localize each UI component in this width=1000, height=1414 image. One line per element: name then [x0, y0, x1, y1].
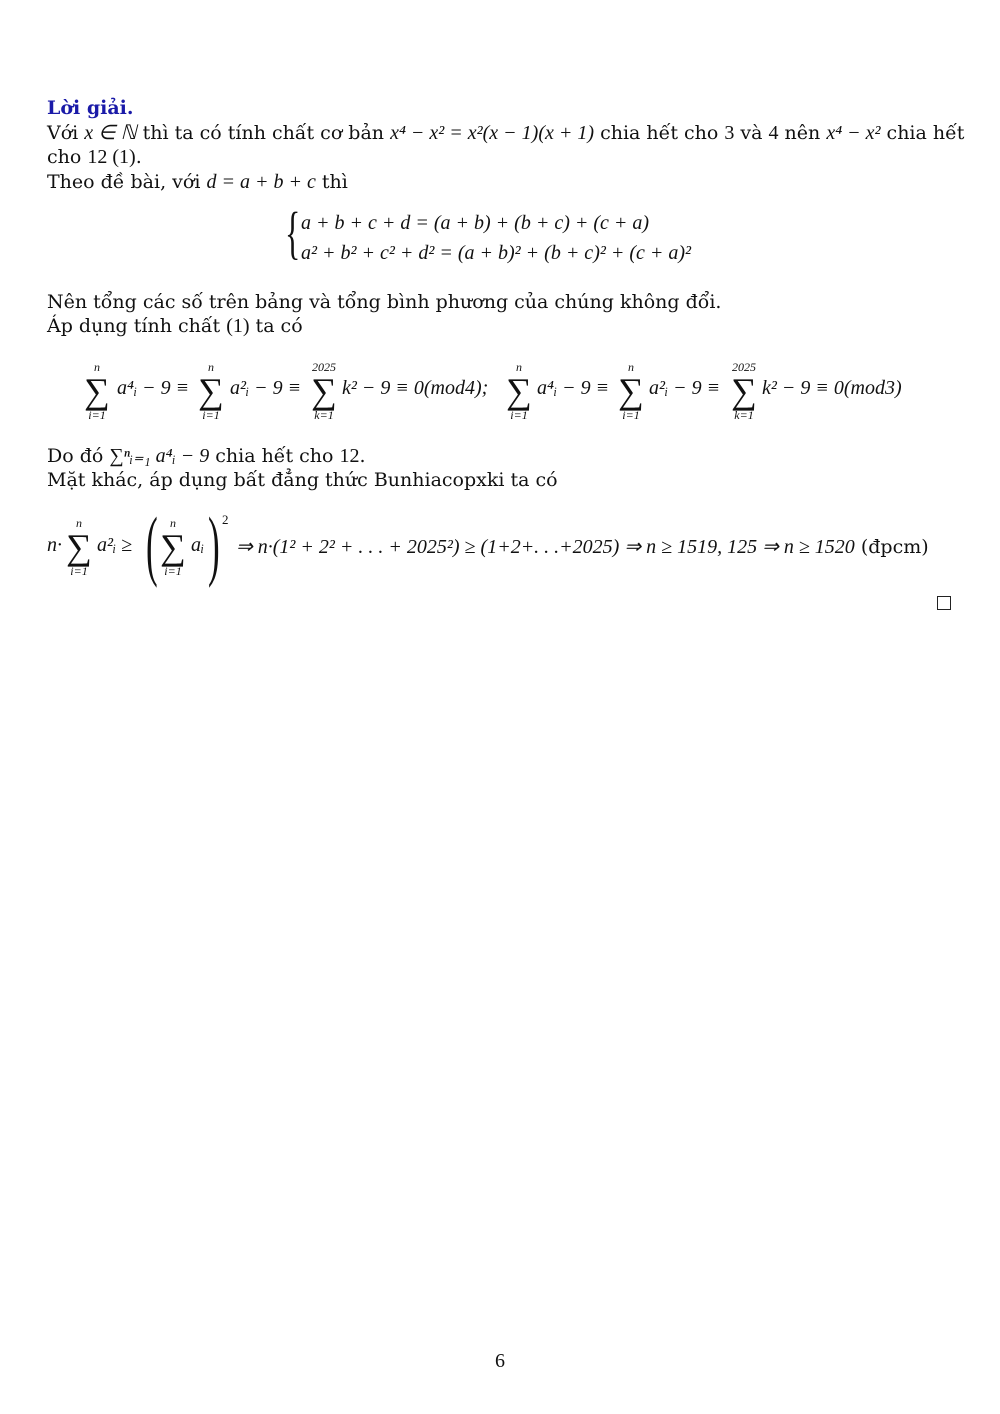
paragraph-invariant: Nên tổng các số trên bảng và tổng bình phương của chúng không đổi.	[47, 291, 722, 313]
term: a⁴ᵢ − 9 ≡	[117, 377, 190, 399]
math-factorization: x⁴ − x² = x²(x − 1)(x + 1)	[390, 122, 595, 144]
math-twelve-ref: 12 (1)	[87, 146, 136, 168]
text: thì ta có tính chất cơ bản	[136, 122, 391, 144]
text: chia hết	[880, 122, 965, 144]
system-line-2: a² + b² + c² + d² = (a + b)² + (b + c)² + (c + a)²	[301, 242, 692, 264]
sum-operator: n ∑ i=1	[506, 360, 532, 422]
sum-operator: n ∑ i=1	[618, 360, 644, 422]
sum-operator: 2025 ∑ k=1	[311, 360, 337, 422]
text: thì	[315, 171, 348, 193]
text: Do đó	[47, 445, 110, 467]
text: Với	[47, 122, 85, 144]
math-four: 4	[768, 122, 779, 144]
math-sum-inline: ∑ⁿᵢ₌₁ a⁴ᵢ − 9	[109, 445, 210, 467]
term: k² − 9 ≡ 0(mod4);	[342, 377, 489, 399]
text: Áp dụng tính chất	[47, 315, 227, 337]
math-three: 3	[724, 122, 735, 144]
text: .	[135, 146, 142, 168]
right-paren-icon: )	[208, 501, 220, 588]
paragraph-apply	[47, 314, 303, 338]
paragraph-property	[47, 121, 964, 145]
text: chia hết cho	[209, 445, 340, 467]
math-difference: x⁴ − x²	[826, 122, 881, 144]
term: a²ᵢ − 9 ≡	[649, 377, 721, 399]
exponent: 2	[222, 512, 229, 527]
text: chia hết cho	[594, 122, 725, 144]
left-brace-icon: {	[285, 200, 301, 265]
text: và	[734, 122, 769, 144]
sum-operator: n ∑ i=1	[160, 516, 186, 578]
text: ta có	[249, 315, 303, 337]
term: a²ᵢ − 9 ≡	[230, 377, 302, 399]
qed-label: (đpcm)	[854, 536, 929, 558]
sum-operator: n ∑ i=1	[66, 516, 92, 578]
math-x-in-n: x ∈ ℕ	[84, 122, 137, 144]
qed-square-icon	[937, 596, 951, 610]
text: nên	[778, 122, 827, 144]
math-d-definition: d = a + b + c	[206, 171, 316, 193]
math-ref-one: (1)	[226, 315, 250, 337]
term: k² − 9 ≡ 0(mod3)	[762, 377, 902, 399]
paragraph-given	[47, 170, 348, 194]
math-twelve: 12	[339, 445, 360, 467]
paragraph-bunhiacopxki: Mặt khác, áp dụng bất đẳng thức Bunhiacopxki ta có	[47, 469, 558, 491]
term: aᵢ	[191, 534, 205, 556]
text: cho	[47, 146, 88, 168]
sum-operator: 2025 ∑ k=1	[731, 360, 757, 422]
sum-operator: n ∑ i=1	[198, 360, 224, 422]
text: .	[359, 445, 366, 467]
paragraph-conclusion	[47, 444, 366, 468]
paragraph-property-cont	[47, 145, 142, 169]
term: a⁴ᵢ − 9 ≡	[537, 377, 610, 399]
term: ⇒ n·(1² + 2² + . . . + 2025²) ≥ (1+2+. . .+2025) ⇒ n ≥ 1519, 125 ⇒ n ≥ 1520 (đpcm)	[236, 536, 929, 558]
term: n·	[47, 534, 62, 556]
term: a²ᵢ ≥	[97, 534, 133, 556]
left-paren-icon: (	[146, 501, 158, 588]
congruence-equation	[0, 360, 1000, 430]
inequality-equation	[0, 501, 1000, 588]
page-number: 6	[495, 1350, 505, 1372]
system-line-1: a + b + c + d = (a + b) + (b + c) + (c + a)	[301, 212, 650, 234]
sum-operator: n ∑ i=1	[84, 360, 110, 422]
solution-heading: Lời giải.	[47, 97, 134, 119]
text: Theo đề bài, với	[47, 171, 207, 193]
